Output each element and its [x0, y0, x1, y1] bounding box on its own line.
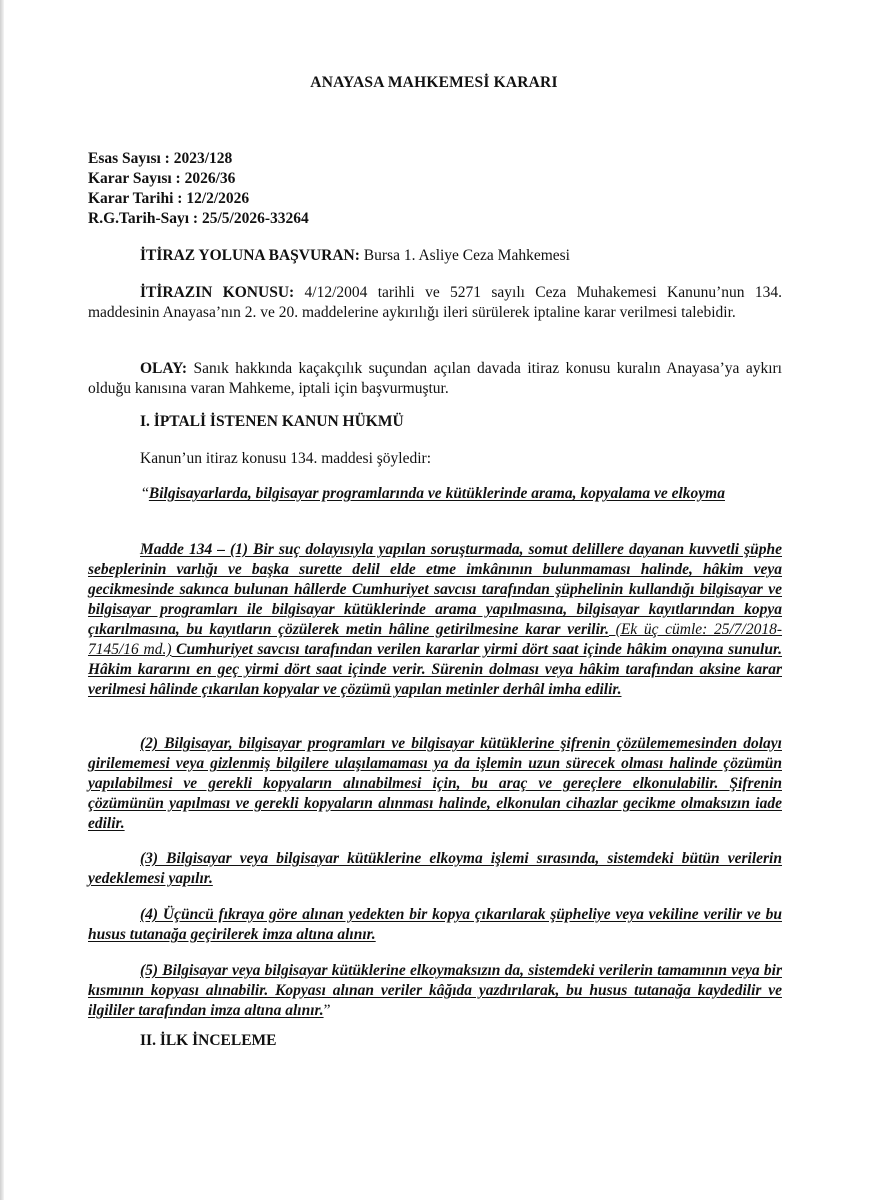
applicant-text: Bursa 1. Asliye Ceza Mahkemesi	[359, 247, 570, 264]
article-134-para-4	[88, 905, 782, 945]
para-2-text: (2) Bilgisayar, bilgisayar programları ve bilgisayar kütüklerine şifrenin çözülememesinden dolayı girilememesi veya gizlenmiş bilgilere ulaşılamaması ya da işlemin uzun sürecek olması halinde çözümün yapılabilmesi ve gerekli kopyaların alınabilmesi için, bu araç ve gereçlere elkonulabilir. Şifrenin çözümünün yapılması ve gerekli kopyaların alınması halinde, elkonulan cihazlar gecikme olmaksızın iade edilir.	[88, 735, 782, 832]
quote-title-paragraph	[88, 484, 782, 504]
resmi-gazete-tarih-sayi: R.G.Tarih-Sayı : 25/5/2026-33264	[88, 210, 309, 227]
intro-paragraph: Kanun’un itiraz konusu 134. maddesi şöyledir:	[140, 450, 432, 467]
karar-sayisi: Karar Sayısı : 2026/36	[88, 170, 236, 187]
section-1-heading: I. İPTALİ İSTENEN KANUN HÜKMÜ	[140, 413, 404, 430]
article-134-para-3	[88, 849, 782, 889]
case-metadata	[88, 149, 309, 229]
subject-label: İTİRAZIN KONUSU:	[140, 284, 295, 301]
closing-quote-mark: ”	[323, 1002, 331, 1019]
opening-quote-mark: “	[142, 485, 149, 502]
para-1-main: Madde 134 – (1) Bir suç dolayısıyla yapılan soruşturmada, somut delillere dayanan kuvvetli şüphe sebeplerinin varlığı ve başka surette delil elde etme imkânının bulunmaması halinde, hâkim veya gecikmesinde sakınca bulunan hâllerde Cumhuriyet savcısı tarafından şüphelinin kullandığı bilgisayar ve bilgisayar programları ile bilgisayar kütüklerinde arama yapılmasına, bilgisayar kayıtlarından kopya çıkarılmasına, bu kayıtların çözülerek metin hâline getirilmesine karar verilir.	[88, 541, 782, 638]
article-134-para-1	[88, 540, 782, 700]
event-label: OLAY:	[140, 360, 188, 377]
page-edge-shadow	[0, 0, 4, 1200]
event-paragraph	[88, 359, 782, 399]
applicant-label: İTİRAZ YOLUNA BAŞVURAN:	[140, 247, 360, 264]
quote-title: Bilgisayarlarda, bilgisayar programlarında ve kütüklerinde arama, kopyalama ve elkoyma	[148, 485, 725, 502]
applicant-paragraph	[88, 246, 782, 266]
karar-tarihi: Karar Tarihi : 12/2/2026	[88, 190, 250, 207]
subject-text: 4/12/2004 tarihli ve 5271 sayılı Ceza Muhakemesi Kanunu’nun 134. maddesinin Anayasa’nın 2. ve 20. maddelerine aykırılığı ileri sürülerek iptaline karar verilmesi talebidir.	[88, 284, 782, 321]
section-2-heading: II. İLK İNCELEME	[140, 1032, 277, 1049]
event-text: Sanık hakkında kaçakçılık suçundan açılan davada itiraz konusu kuralın Anayasa’ya aykırı olduğu kanısına varan Mahkeme, iptali için başvurmuştur.	[88, 360, 782, 397]
para-5-text: (5) Bilgisayar veya bilgisayar kütüklerine elkoymaksızın da, sistemdeki verilerin tamamının veya bir kısmının kopyası alınabilir. Kopyası alınan veriler kâğıda yazdırılarak, bu husus tutanağa kaydedilir ve ilgililer tarafından imza altına alınır.	[88, 962, 782, 1019]
article-134-para-2	[88, 734, 782, 834]
esas-sayisi: Esas Sayısı : 2023/128	[88, 150, 233, 167]
para-3-text: (3) Bilgisayar veya bilgisayar kütüklerine elkoyma işlemi sırasında, sistemdeki bütün verilerin yedeklemesi yapılır.	[88, 850, 782, 887]
para-1-amendment-note: (Ek üç cümle: 25/7/2018-7145/16 md.)	[88, 621, 782, 658]
document-title: ANAYASA MAHKEMESİ KARARI	[310, 74, 558, 91]
article-134-para-5	[88, 961, 782, 1021]
para-1-continuation: Cumhuriyet savcısı tarafından verilen kararlar yirmi dört saat içinde hâkim onayına sunulur. Hâkim kararını en geç yirmi dört saat içinde verir. Sürenin dolması veya hâkim tarafından aksine karar verilmesi hâlinde çıkarılan kopyalar ve çözümü yapılan metinler derhâl imha edilir.	[88, 641, 782, 698]
subject-paragraph	[88, 283, 782, 323]
para-4-text: (4) Üçüncü fıkraya göre alınan yedekten bir kopya çıkarılarak şüpheliye veya vekiline verilir ve bu husus tutanağa geçirilerek imza altına alınır.	[88, 906, 782, 943]
